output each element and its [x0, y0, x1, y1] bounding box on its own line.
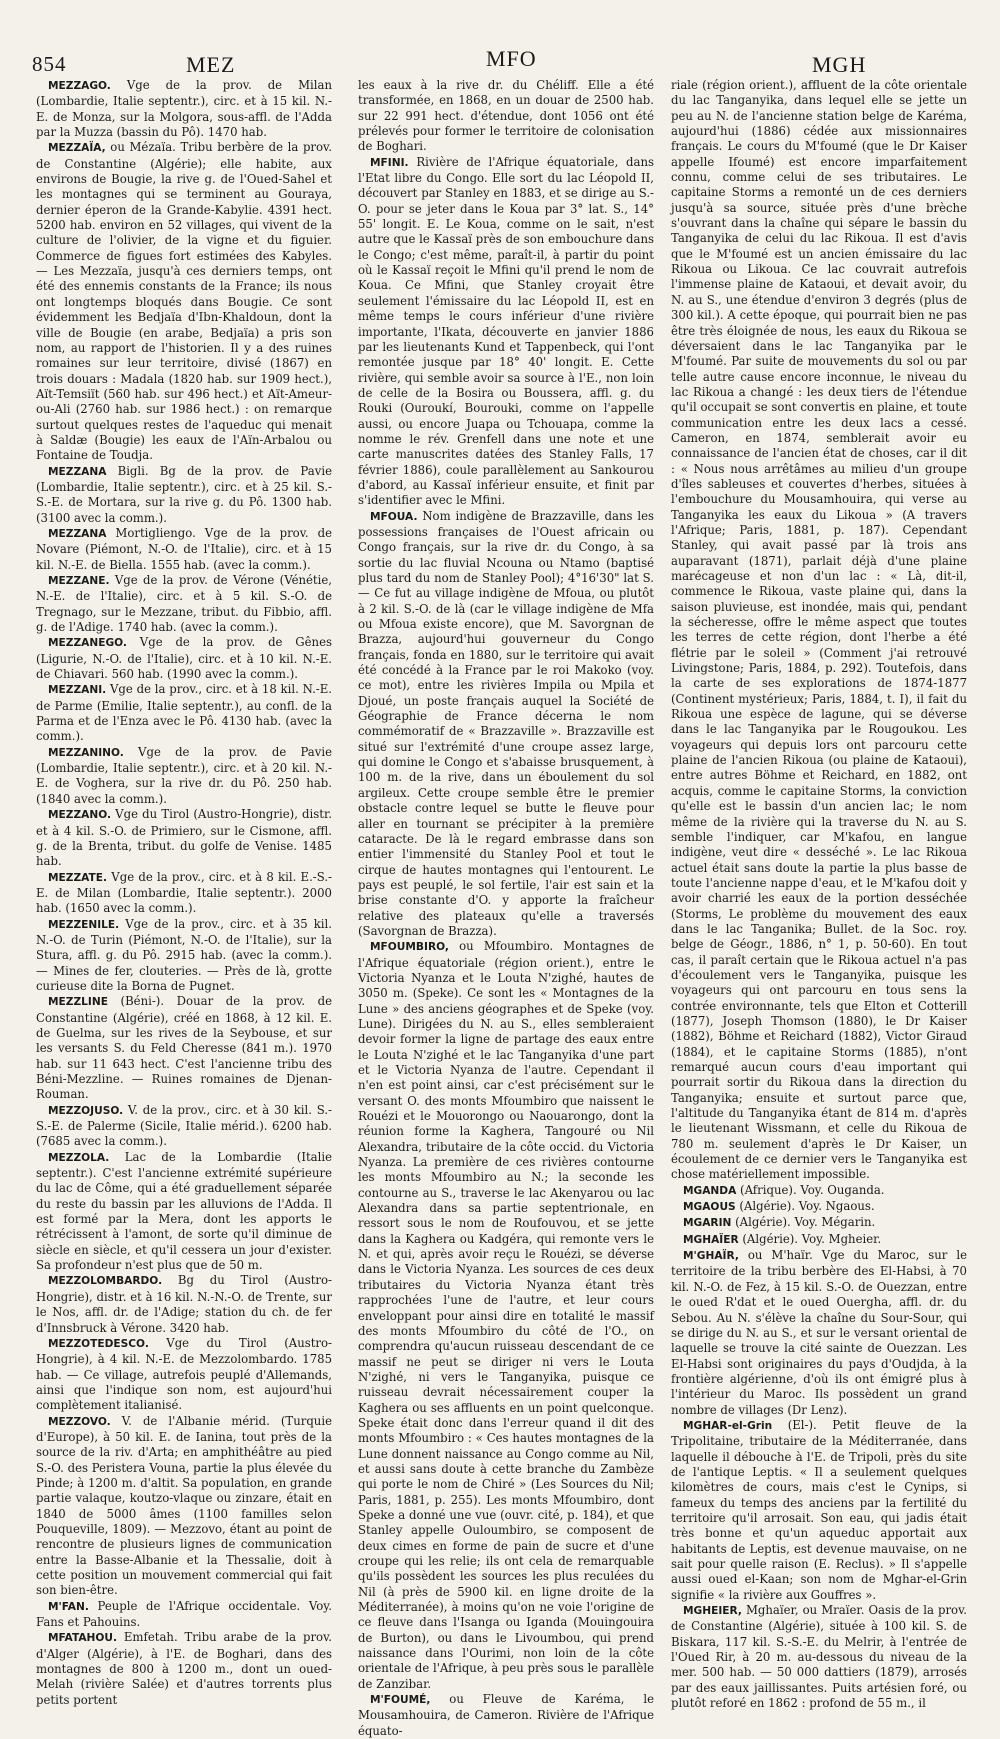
- entry-headword: M'FAN.: [48, 1600, 89, 1613]
- dictionary-entry: [36, 917, 332, 995]
- entry-text: ou Mézaïa. Tribu berbère de la prov. de Constantine (Algérie); elle habite, aux environs de Bougie, la rive g. de l'Oued-Sahel et les montagnes qui se terminent au Gouraya, dernier éperon de la Grande-Kabylie. 4391 hect. 5200 hab. environ en 52 villages, qui vivent de la culture de l'olivier, de la vigne et du figuier. Commerce de figues fort estimées des Kabyles. — Les Mezzaïa, jusqu'à ces derniers temps, ont été des ennemis constants de la France; ils nous ont longtemps bloqués dans Bougie. Ce sont évidemment les Bedjaïa d'Ibn-Khaldoun, dont la ville de Bougie (en arabe, Bedjaïa) a pris son nom, au rapport de l'historien. Il y a des ruines romaines sur leur territoire, divisé (1867) en trois douars : Madala (1820 hab. sur 1909 hect.), Aït-Temsiït (560 hab. sur 496 hect.) et Aït-Ameur-ou-Ali (2760 hab. sur 1986 hect.) : on remarque surtout quelques restes de l'aqueduc qui menait à Saldæ (Bougie) les eaux de l'Aïn-Arbalou ou Fontaine de Toudja.: [36, 140, 332, 463]
- entry-text: (Algérie). Voy. Ngaous.: [739, 1199, 875, 1214]
- entry-headword: MEZZENILE.: [48, 918, 120, 931]
- entry-text: Vge de la prov. de Gênes (Ligurie, N.-O. de l'Italie), circ. et à 10 kil. N.-E. de Chiavari. 560 hab. (1990 avec la comm.).: [36, 635, 332, 682]
- entry-text: Vge de la prov., circ. et à 8 kil. E.-S.-E. de Milan (Lombardie, Italie septentr.). 2000 hab. (1650 avec la comm.).: [36, 869, 333, 916]
- dictionary-entry: [36, 807, 332, 869]
- entry-headword: M'GHAÏR,: [683, 1250, 739, 1263]
- entry-text: les eaux à la rive dr. du Chéliff. Elle a été transformée, en 1868, en un douar de 2500 hab. sur 22 991 hect. d'étendue, dont 1056 ont été prélevés pour former le territoire de colonisation de Boghari.: [358, 78, 654, 154]
- entry-headword: MEZZOLOMBARDO.: [48, 1275, 163, 1288]
- dictionary-entry: [36, 682, 332, 744]
- entry-text: Vge de la prov. de Pavie (Lombardie, Italie septentr.), circ. et à 20 kil. N.-E. de Voghera, sur la rive dr. du Pô. 250 hab. (1840 avec la comm.).: [36, 744, 333, 806]
- dictionary-entry: [36, 870, 332, 917]
- dictionary-entry: [671, 1183, 967, 1199]
- dictionary-entry: [358, 155, 654, 509]
- entry-text: (Afrique). Voy. Ouganda.: [740, 1182, 885, 1197]
- dictionary-entry: [36, 745, 332, 807]
- entry-headword: MGANDA: [683, 1184, 737, 1197]
- dictionary-entry: [358, 509, 654, 940]
- entry-text: Peuple de l'Afrique occidentale. Voy. Fans et Pahouins.: [36, 1598, 332, 1630]
- entry-text: ou Fleuve de Karéma, le Mousamhouira, de Cameron. Rivière de l'Afrique équato-: [358, 1692, 654, 1738]
- entry-text: Bg du Tirol (Austro-Hongrie), distr. et à 16 kil. N.-N.-O. de Trente, sur le Nos, affl. dr. de l'Adige; station du ch. de fer d'Innsbruck à Vérone. 3420 hab.: [36, 1273, 333, 1335]
- dictionary-entry: [36, 635, 332, 682]
- dictionary-entry: [671, 1603, 967, 1711]
- entry-headword: MEZZANA: [48, 527, 107, 540]
- entry-text: Rivière de l'Afrique équatoriale, dans l'Etat libre du Congo. Elle sort du lac Léopold II, découvert par Stanley en 1883, et se dirige au S.-O. pour se jeter dans le Koua par 3° lat. S., 14° 55' longit. E. Le Koua, comme on le sait, n'est autre que le Kassaï près de son embouchure dans le Congo; c'est même, paraît-il, à partir du point où le Kassaï reçoit le Mfini qu'il prend le nom de Koua. Ce Mfini, que Stanley croyait être seulement l'émissaire du lac Léopold II, est en même temps le cours inférieur d'une rivière importante, l'Ikata, découverte en janvier 1886 par les lieutenants Kund et Tappenbeck, qui l'ont remontée jusque par 18° 40' longit. E. Cette rivière, qui semble avoir sa source à l'E., non loin de celle de la Bosira ou Boussera, affl. g. du Rouki (Ouroukí, Bourouki, comme on l'appelle aussi, ou encore Juapa ou Tchouapa, comme la nomme le rév. Grenfell dans une note et une carte manuscrites datées des Stanley Falls, 17 février 1886), coule parallèlement au Sankourou d'abord, au Kassaï inférieur ensuite, et finit par s'identifier avec le Mfini.: [358, 154, 654, 508]
- dictionary-entry: [358, 939, 654, 1692]
- dictionary-entry: [671, 1248, 967, 1418]
- dictionary-entry: [36, 573, 332, 635]
- entry-text: Vge de la prov. de Vérone (Vénétie, N.-E. de l'Italie), circ. et à 5 kil. S.-O. de Tregnago, sur le Mezzane, tribut. du Fibbio, affl. g. de l'Adige. 1740 hab. (avec la comm.).: [36, 573, 333, 635]
- entry-headword: MFINI.: [370, 156, 409, 169]
- entry-headword: MEZZOLA.: [48, 1151, 110, 1164]
- entry-text: Emfetah. Tribu arabe de la prov. d'Alger (Algérie), à l'E. de Boghari, dans des montagnes de 800 à 1200 m., dont un oued-Melah (rivière Salée) et d'autres torrents plus petits portent: [36, 1630, 333, 1707]
- entry-text: Nom indigène de Brazzaville, dans les possessions françaises de l'Ouest africain ou Congo français, sur la rive dr. du Congo, à sa sortie du lac fluvial Ncouna ou Ntamo (baptisé plus tard du nom de Stanley Pool); 4°16'30" lat S. — Ce fut au village indigène de Mfoua, ou plutôt à 2 kil. S.-O. de là (car le village indigène de Mfa ou Mfoua existe encore), que M. Savorgnan de Brazza, aujourd'hui gouverneur du Congo français, fonda en 1880, sur le territoire qui avait été concédé à la France par le roi Makoko (voy. ce mot), entre les rivières Impila ou Mpila et Djoué, un poste français auquel la Société de Géographie de France décerna le nom commémoratif de « Brazzaville ». Brazzaville est situé sur l'extrémité d'une croupe assez large, qui domine le Congo et s'abaisse brusquement, à 100 m. de la rive, dans un éboulement du sol argileux. Cette croupe semble être le premier obstacle contre lequel se butte le fleuve pour aller en tournant se précipiter à la première cataracte. De là le regard embrasse dans son entier l'immensité du Stanley Pool et tout le cirque de hautes montagnes qui l'entourent. Le pays est peuplé, le sol fertile, l'air est sain et la brise constante d'O. y apporte la fraîcheur relative des plateaux qu'elle a traversés (Savorgnan de Brazza).: [358, 508, 654, 938]
- entry-headword: MEZZANINO.: [48, 746, 124, 759]
- entry-text: Vge de la prov., circ. et à 35 kil. N.-O. de Turin (Piémont, N.-O. de l'Italie), sur la Stura, affl. g. du Pô. 2915 hab. (avec la comm.). — Mines de fer, clouteries. — Près de là, grotte curieuse dite la Borna de Pugnet.: [36, 916, 332, 993]
- dictionary-entry: [36, 1336, 332, 1414]
- text-column-left: [36, 78, 333, 1707]
- entry-text: Bigli. Bg de la prov. de Pavie (Lombardie, Italie septentr.), circ. et à 25 kil. S.-S.-E. de Mortara, sur la rive g. du Pô. 1300 hab. (3100 avec la comm.).: [36, 463, 332, 525]
- dictionary-entry: [36, 994, 332, 1102]
- entry-headword: MFATAHOU.: [48, 1632, 118, 1645]
- entry-headword: MEZZAÏA,: [48, 142, 106, 155]
- entry-headword: MEZZANO.: [48, 809, 112, 822]
- dictionary-entry: [36, 1599, 332, 1631]
- dictionary-entry: [671, 1418, 967, 1603]
- entry-headword: MEZZOTEDESCO.: [48, 1337, 149, 1350]
- entry-headword: MFOUA.: [370, 510, 418, 523]
- dictionary-entry: [671, 78, 967, 1183]
- dictionary-entry: [358, 78, 654, 155]
- entry-headword: MGHAÏER: [683, 1233, 739, 1246]
- entry-headword: MEZZOVO.: [48, 1415, 111, 1428]
- dictionary-entry: [36, 1150, 332, 1274]
- dictionary-entry: [36, 140, 332, 463]
- dictionary-entry: [36, 1273, 332, 1335]
- dictionary-entry: [36, 526, 332, 573]
- entry-headword: MEZZANE.: [48, 575, 110, 587]
- entry-text: Mortigliengo. Vge de la prov. de Novare (Piémont, N.-O. de l'Italie), circ. et à 15 kil. N.-E. de Biella. 1555 hab. (avec la comm.).: [36, 525, 333, 572]
- entry-headword: MEZZAGO.: [48, 80, 111, 92]
- entry-headword: MGHEIER,: [683, 1605, 742, 1618]
- entry-text: Vge du Tirol (Austro-Hongrie), distr. et à 4 kil. S.-O. de Primiero, sur le Cismone, affl. g. de la Brenta, tribut. du golfe de Venise. 1485 hab.: [36, 807, 332, 869]
- dictionary-entry: [36, 464, 332, 526]
- entry-text: (Algérie). Voy. Mégarin.: [735, 1215, 876, 1230]
- dictionary-entry: [36, 78, 332, 140]
- text-column-right: [671, 78, 968, 1711]
- entry-headword: MGARIN: [683, 1217, 732, 1230]
- entry-headword: MEZZLINE: [48, 996, 108, 1009]
- dictionary-entry: [36, 1630, 332, 1708]
- entry-headword: MEZZOJUSO.: [48, 1104, 124, 1117]
- entry-text: Lac de la Lombardie (Italie septentr.). C'est l'ancienne extrémité supérieure du lac de Côme, qui a été graduellement séparée du reste du bassin par les alluvions de l'Adda. Il est formé par la Mera, dont les apports le rétrécissent à l'amont, de sorte qu'il diminue de siècle en siècle, et qu'il cessera un jour d'exister. Sa profondeur n'est plus que de 50 m.: [36, 1149, 332, 1273]
- dictionary-entry: [358, 1692, 654, 1739]
- dictionary-entry: [671, 1215, 967, 1231]
- entry-text: (El-). Petit fleuve de la Tripolitaine, tributaire de la Méditerranée, dans laquelle il débouche à l'E. de Tripoli, près du site de l'antique Leptis. « Il a seulement quelques kilomètres de cours, mais c'est le Cynips, si fameux du temps des anciens par la fertilité du territoire qu'il arrosait. Son eau, qui jadis était très bonne et qu'un aqueduc apportait aux habitants de Leptis, est devenue mauvaise, on ne sait pour quelle raison (E. Reclus). » Il s'appelle aussi oued el-Kaan; son nom de Mghar-el-Grin signifie « la rivière aux Gouffres ».: [671, 1417, 968, 1602]
- dictionary-entry: [36, 1414, 332, 1599]
- dictionary-entry: [671, 1232, 967, 1248]
- entry-text: (Béni-). Douar de la prov. de Constantine (Algérie), créé en 1868, à 12 kil. E. de Guelma, sur les rives de la Seybouse, et sur les versants S. du Feld Cheresse (841 m.). 1970 hab. sur 11 643 hect. C'est l'ancienne tribu des Béni-Mezzline. — Ruines romaines de Djenan-Rouman.: [36, 994, 333, 1102]
- header-center-word: MFO: [486, 46, 537, 71]
- entry-headword: MEZZANA: [48, 465, 107, 478]
- entry-text: Vge de la prov. de Milan (Lombardie, Italie septentr.), circ. et à 15 kil. N.-E. de Monza, sur la Molgora, sous-affl. de l'Adda par la Muzza (bassin du Pô). 1470 hab.: [36, 78, 333, 140]
- entry-text: Vge de la prov., circ. et à 18 kil. N.-E. de Parme (Emilie, Italie septentr.), au confl. de la Parma et de l'Enza avec le Pô. 4130 hab. (avec la comm.).: [36, 682, 332, 744]
- entry-text: riale (région orient.), affluent de la côte orientale du lac Tanganyika, dans lequel elle se jette un peu au N. de l'ancienne station belge de Karéma, aujourd'hui (1886) cédée aux missionnaires français. Le cours du M'foumé (que le Dr Kaiser appelle Ifoumé) est encore imparfaitement connu, comme celui de ses tributaires. Le capitaine Storms a remonté un de ces derniers jusqu'à sa source, située près d'une brèche s'ouvrant dans la chaîne qui sépare le bassin du Tanganyika de celui du lac Rikoua. Il est d'avis que le M'foumé est un ancien émissaire du lac Rikoua ou Likoua. Ce lac couvrait autrefois l'immense plaine de Kataoui, et devait avoir, du N. au S., une étendue d'environ 3 degrés (plus de 300 kil.). A cette époque, qui pourrait bien ne pas être très éloignée de nous, les eaux du Rikoua se déversaient dans le lac Tanganyika par le M'foumé. Par suite de mouvements du sol ou par telle autre cause encore inconnue, le niveau du lac Rikoua a changé : les deux tiers de l'étendue qu'il occupait se sont convertis en plaine, et toute communication entre les deux lacs a cessé. Cameron, en 1874, semblerait avoir eu connaissance de l'ancien état de choses, car il dit : « Nous nous arrêtâmes au milieu d'un groupe d'îles sableuses et couvertes d'herbes, situées à l'embouchure du Mousamhouira, qui verse au Tanganyika les eaux du Likoua » (A travers l'Afrique; Paris, 1881, p. 187). Cependant Stanley, qui avait passé par là trois ans auparavant (1871), parlait déjà d'une plaine marécageuse et non d'un lac : « Là, dit-il, commence le Rikoua, vaste plaine qui, dans la saison pluvieuse, est inondée, mais qui, pendant la sécheresse, offre le même aspect que toutes les terres de cette région, dont l'herbe a été flétrie par le soleil » (Comment j'ai retrouvé Livingstone; Paris, 1884, p. 292). Toutefois, dans la carte de ses explorations de 1874-1877 (Continent mystérieux; Paris, 1884, t. I), il fait du Rikoua une espèce de lagune, qui se déverse dans le lac Tanganyika par le Rougoukou. Les voyageurs qui depuis lors ont parcouru cette plaine de l'ancien Rikoua (ou plaine de Kataoui), entre autres Böhme et Reichard, en 1882, ont acquis, comme le capitaine Storms, la conviction qu'elle est le bassin d'un ancien lac; le nom même de la rivière qui la traverse du N. au S. semble l'indiquer, car M'kafou, en langue indigène, veut dire « desséché ». Le lac Rikoua actuel était sans doute la partie la plus basse de toute l'ancienne nappe d'eau, et le M'kafou doit y avoir charrié les eaux de la portion desséchée (Storms, Le problème du mouvement des eaux dans le lac Tanganika; Bullet. de la Soc. roy. belge de Géogr., 1886, n° 1, p. 50-60). En tout cas, il paraît certain que le Rikoua actuel n'a pas d'écoulement vers le Tanganyika, puisque les voyageurs qui ont parcouru en tous sens la contrée environnante, tels que Elton et Cotterill (1877), Joseph Thomson (1880), le Dr Kaiser (1882), Böhme et Reichard (1882), Victor Giraud (1884), et le capitaine Storms (1885), n'ont remarqué aucun cours d'eau important qui pourrait sortir du Rikoua dans la direction du Tanganyika; ensuite et surtout parce que, l'altitude du Tanganyika étant de 814 m. d'après le lieutenant Wissmann, et celle du Rikoua de 780 m. seulement d'après le Dr Kaiser, un écoulement de ce dernier vers le Tanganyika est chose matériellement impossible.: [671, 78, 967, 1182]
- dictionary-entry: [36, 1103, 332, 1150]
- dictionary-entry: [671, 1199, 967, 1215]
- entry-text: V. de la prov., circ. et à 30 kil. S.-S.-E. de Palerme (Sicile, Italie mérid.). 6200 hab. (7685 avec la comm.).: [36, 1102, 332, 1149]
- entry-headword: MEZZANEGO.: [48, 637, 127, 650]
- entry-text: V. de l'Albanie mérid. (Turquie d'Europe), à 50 kil. E. de Ianina, tout près de la source de la riv. d'Arta; en amphithéâtre au pied S.-O. des Peristera Vouna, partie la plus élevée du Pinde; à 1200 m. d'altit. Sa population, en grande partie valaque, koutzo-vlaque ou zinzare, était en 1840 de 5000 âmes (1100 familles selon Pouqueville, 1809). — Mezzovo, étant au point de rencontre de plusieurs lignes de communication entre la Basse-Albanie et la Thessalie, doit à cette position un mouvement commercial qui fait son bien-être.: [36, 1413, 332, 1598]
- page-number: 854: [32, 52, 67, 76]
- entry-text: ou M'haïr. Vge du Maroc, sur le territoire de la tribu berbère des El-Habsi, à 70 kil. N.-O. de Fez, à 15 kil. S.-O. de Ouezzan, entre le oued R'dat et le oued Ouergha, affl. dr. du Sebou. Au N. s'élève la chaîne du Sour-Sour, qui se dirige du N. au S., et sur le versant oriental de laquelle se trouve la cité sainte de Ouezzan. Les El-Habsi sont originaires du pays d'Oudjda, à la frontière algérienne, d'où ils ont émigré plus à l'intérieur du Maroc. Ils possèdent un grand nombre de villages (Dr Lenz).: [671, 1248, 968, 1417]
- entry-headword: M'FOUMÉ,: [370, 1694, 431, 1707]
- entry-headword: MGAOUS: [683, 1201, 736, 1214]
- entry-headword: MFOUMBIRO,: [370, 941, 449, 954]
- entry-text: Vge du Tirol (Austro-Hongrie), à 4 kil. N.-E. de Mezzolombardo. 1785 hab. — Ce village, autrefois peuplé d'Allemands, ainsi que l'indique son nom, est aujourd'hui complètement italianisé.: [36, 1335, 332, 1413]
- entry-text: Mghaïer, ou Mraïer. Oasis de la prov. de Constantine (Algérie), située à 100 kil. S. de Biskara, 117 kil. S.-S.-E. du Melrir, à l'entrée de l'Oued Rir, à 20 m. au-dessous du niveau de la mer. 500 hab. — 50 000 dattiers (1879), arrosés par des eaux jaillissantes. Puits artésien foré, ou plutôt reforé en 1862 : profond de 55 m., il: [671, 1603, 967, 1711]
- header-right-word: MGH: [812, 52, 867, 77]
- entry-text: (Algérie). Voy. Mgheier.: [742, 1231, 882, 1246]
- text-column-middle: [358, 78, 654, 1738]
- entry-headword: MEZZATE.: [48, 871, 108, 884]
- entry-headword: MGHAR-el-Grin: [683, 1419, 773, 1432]
- entry-headword: MEZZANI.: [48, 684, 107, 697]
- header-left-word: MEZ: [186, 52, 236, 77]
- entry-text: ou Mfoumbiro. Montagnes de l'Afrique équatoriale (région orient.), entre le Victoria Nyanza et le Louta N'zighé, hautes de 3050 m. (Speke). Ce sont les « Montagnes de la Lune » des anciens géographes et de Speke (voy. Lune). Dirigées du N. au S., elles sembleraient devoir former la ligne de partage des eaux entre le Louta N'zighé et le lac Tanganyika d'une part et le Victoria Nyanza de l'autre. Cependant il n'en est point ainsi, car c'est précisément sur le versant O. des monts Mfoumbiro que naissent le Rouézi et le Mouorongo ou Naouarongo, dont la réunion forme la Kaghera, Tangouré ou Nil Alexandra, tributaire de la côte occid. du Victoria Nyanza. La première de ces rivières contourne les monts Mfoumbiro au N.; la seconde les contourne au S., traverse le lac Akenyarou ou lac Alexandra dans sa partie septentrionale, en ressort sous le nom de Roufouvou, et se jette dans la Kaghera ou Kadgéra, qui remonte vers le N. et qui, après avoir reçu le Rouézi, se déverse dans le Victoria Nyanza. Les sources de ces deux tributaires du Victoria Nyanza étant très rapprochées l'une de l'autre, et leur cours enveloppant pour ainsi dire en totalité le massif des monts Mfoumbiro du côté de l'O., on comprendra qu'aucun ruisseau descendant de ce massif ne peut se diriger ni vers le Louta N'zighé, ni vers le Tanganyika, puisque ce ruisseau devrait nécessairement couper la Kaghera ou ses affluents en un point quelconque. Speke était donc dans l'erreur quand il dit des monts Mfoumbiro : « Ces hautes montagnes de la Lune donnent naissance au Congo comme au Nil, et aussi sans doute à cette branche du Zambèze qui porte le nom de Chiré » (Les Sources du Nil; Paris, 1881, p. 255). Les monts Mfoumbiro, dont Speke a donné une vue (ouvr. cité, p. 184), et que Stanley appelle Ouloumbiro, se composent de deux cimes en forme de pain de sucre et d'une croupe qui les relie; ils ont cela de remarquable qu'ils possèdent les sources les plus reculées du Nil (à près de 5900 kil. en ligne droite de la Méditerranée), à moins qu'on ne voie l'origine de ce fleuve dans l'Isanga ou Iganda (Mouingouira de Burton), ou dans le Livoumbou, qui prend naissance dans l'Ourimi, non loin de la côte orientale de l'Afrique, à peu près sous le parallèle de Zanzibar.: [358, 939, 654, 1691]
